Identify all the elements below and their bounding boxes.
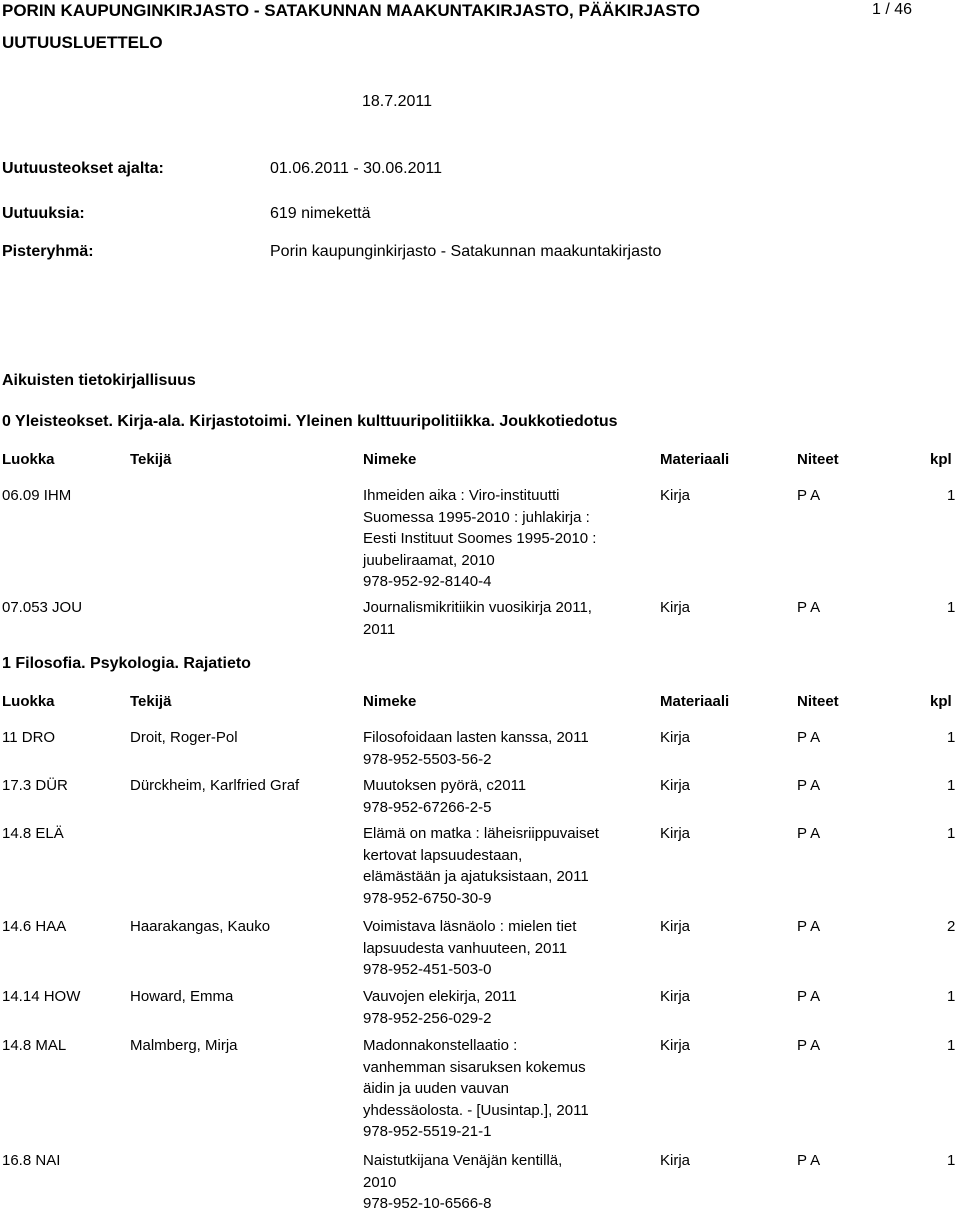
col-kpl: kpl [930, 451, 952, 468]
section-heading: 0 Yleisteokset. Kirja-ala. Kirjastotoimi. Yleinen kulttuuripolitiikka. Joukkotiedotus [2, 413, 618, 430]
row-nimeke: Vauvojen elekirja, 2011 978-952-256-029-2 [363, 988, 517, 1027]
row-materiaali: Kirja [660, 1152, 691, 1169]
row-materiaali: Kirja [660, 918, 691, 935]
row-nimeke: Ihmeiden aika : Viro-instituutti Suomessa 1995-2010 : juhlakirja : Eesti Instituut Soomes 1995-2010 : juubeliraamat, 2010 978-952-92-8140-4 [363, 487, 597, 590]
row-tekija: Haarakangas, Kauko [130, 918, 271, 935]
row-luokka: 14.8 MAL [2, 1037, 67, 1054]
row-kpl: 1 [947, 1152, 956, 1169]
count-value: 619 nimekettä [270, 205, 371, 222]
row-nimeke: Journalismikritiikin vuosikirja 2011, 2011 [363, 599, 592, 638]
row-niteet: P A [797, 777, 821, 794]
section-heading: 1 Filosofia. Psykologia. Rajatieto [2, 655, 251, 672]
col-materiaali: Materiaali [660, 451, 730, 468]
col-tekija: Tekijä [130, 451, 172, 468]
row-materiaali: Kirja [660, 825, 691, 842]
row-materiaali: Kirja [660, 988, 691, 1005]
row-luokka: 14.6 HAA [2, 918, 67, 935]
row-kpl: 1 [947, 825, 956, 842]
row-kpl: 1 [947, 988, 956, 1005]
col-tekija: Tekijä [130, 693, 172, 710]
col-kpl: kpl [930, 693, 952, 710]
row-luokka: 16.8 NAI [2, 1152, 61, 1169]
row-kpl: 1 [947, 777, 956, 794]
row-kpl: 1 [947, 1037, 956, 1054]
row-tekija: Howard, Emma [130, 988, 234, 1005]
row-niteet: P A [797, 918, 821, 935]
row-luokka: 17.3 DÜR [2, 777, 68, 794]
row-kpl: 1 [947, 599, 956, 616]
row-luokka: 14.14 HOW [2, 988, 81, 1005]
row-niteet: P A [797, 729, 821, 746]
row-luokka: 14.8 ELÄ [2, 825, 64, 842]
group-label: Pisteryhmä: [2, 243, 94, 260]
row-materiaali: Kirja [660, 777, 691, 794]
row-materiaali: Kirja [660, 487, 691, 504]
col-nimeke: Nimeke [363, 451, 417, 468]
library-title: PORIN KAUPUNGINKIRJASTO - SATAKUNNAN MAAKUNTAKIRJASTO, PÄÄKIRJASTO [2, 1, 700, 20]
row-nimeke: Madonnakonstellaatio : vanhemman sisaruksen kokemus äidin ja uuden vauvan yhdessäolosta. - [Uusintap.], 2011 978-952-5519-21-1 [363, 1037, 589, 1140]
row-nimeke: Elämä on matka : läheisriippuvaiset kertovat lapsuudestaan, elämästään ja ajatuksistaan, 2011 978-952-6750-30-9 [363, 825, 599, 907]
row-niteet: P A [797, 825, 821, 842]
category-heading: Aikuisten tietokirjallisuus [2, 372, 196, 389]
col-niteet: Niteet [797, 451, 839, 468]
row-luokka: 11 DRO [2, 729, 56, 746]
row-kpl: 2 [947, 918, 956, 935]
document-title: UUTUUSLUETTELO [2, 33, 163, 52]
row-materiaali: Kirja [660, 599, 691, 616]
row-materiaali: Kirja [660, 1037, 691, 1054]
row-niteet: P A [797, 487, 821, 504]
row-tekija: Dürckheim, Karlfried Graf [130, 777, 300, 794]
row-luokka: 07.053 JOU [2, 599, 83, 616]
col-nimeke: Nimeke [363, 693, 417, 710]
col-materiaali: Materiaali [660, 693, 730, 710]
row-luokka: 06.09 IHM [2, 487, 72, 504]
row-nimeke: Voimistava läsnäolo : mielen tiet lapsuudesta vanhuuteen, 2011 978-952-451-503-0 [363, 918, 577, 978]
group-value: Porin kaupunginkirjasto - Satakunnan maakuntakirjasto [270, 243, 662, 260]
row-tekija: Droit, Roger-Pol [130, 729, 238, 746]
row-nimeke: Naistutkijana Venäjän kentillä, 2010 978-952-10-6566-8 [363, 1152, 563, 1212]
period-label: Uutuusteokset ajalta: [2, 160, 164, 177]
report-date: 18.7.2011 [362, 93, 432, 110]
row-nimeke: Muutoksen pyörä, c2011 978-952-67266-2-5 [363, 777, 527, 816]
row-kpl: 1 [947, 487, 956, 504]
col-niteet: Niteet [797, 693, 839, 710]
row-niteet: P A [797, 988, 821, 1005]
row-materiaali: Kirja [660, 729, 691, 746]
row-nimeke: Filosofoidaan lasten kanssa, 2011 978-952-5503-56-2 [363, 729, 589, 768]
row-niteet: P A [797, 1152, 821, 1169]
row-niteet: P A [797, 599, 821, 616]
row-niteet: P A [797, 1037, 821, 1054]
count-label: Uutuuksia: [2, 205, 85, 222]
page-number: 1 / 46 [872, 1, 913, 18]
row-kpl: 1 [947, 729, 956, 746]
col-luokka: Luokka [2, 451, 55, 468]
period-value: 01.06.2011 - 30.06.2011 [270, 160, 442, 177]
col-luokka: Luokka [2, 693, 55, 710]
row-tekija: Malmberg, Mirja [130, 1037, 238, 1054]
